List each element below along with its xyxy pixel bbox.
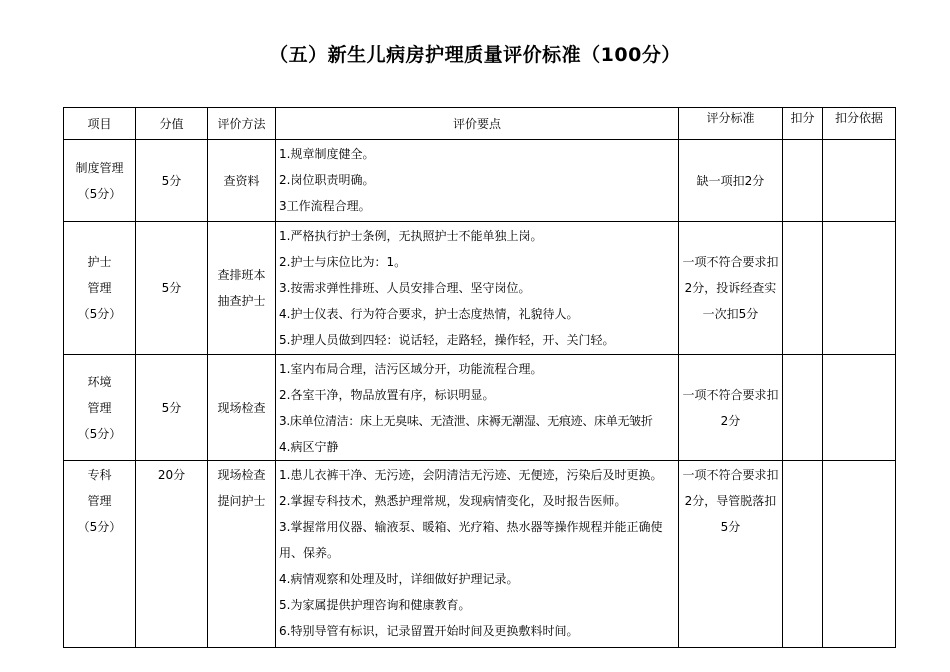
criteria-cell: 一项不符合要求扣 2分，投诉经查实 一次扣5分 [679,222,783,355]
basis-cell [823,222,896,355]
score-cell: 20分 [136,461,208,648]
item-cell: 环境 管理 （5分） [64,355,136,461]
score-cell: 5分 [136,140,208,222]
table-header-row [64,108,896,140]
basis-cell [823,355,896,461]
criteria-cell: 一项不符合要求扣 2分 [679,355,783,461]
points-cell: 1.严格执行护士条例，无执照护士不能单独上岗。 2.护士与床位比为：1。 3.按需求弹性排班、人员安排合理、坚守岗位。 4.护士仪表、行为符合要求，护士态度热情，礼貌待人。 5.护理人员做到四轻：说话轻，走路轻，操作轻，开、关门轻。 [276,222,679,355]
deduct-cell [783,355,823,461]
table-row [64,355,896,461]
item-cell: 专科 管理 （5分） [64,461,136,648]
header-deduct: 扣分 [783,108,823,140]
item-cell: 护士 管理 （5分） [64,222,136,355]
deduct-cell [783,140,823,222]
points-cell: 1.患儿衣裤干净、无污迹，会阴清洁无污迹、无便迹，污染后及时更换。 2.掌握专科技术，熟悉护理常规，发现病情变化，及时报告医师。 3.掌握常用仪器、输液泵、暖箱、光疗箱、热水器等操作规程并能正确使用、保养。 4.病情观察和处理及时，详细做好护理记录。 5.为家属提供护理咨询和健康教育。 6.特别导管有标识，记录留置开始时间及更换敷料时间。 [276,461,679,648]
header-points: 评价要点 [276,108,679,140]
table-row [64,140,896,222]
score-cell: 5分 [136,222,208,355]
header-item: 项目 [64,108,136,140]
method-cell: 现场检查 [208,355,276,461]
evaluation-table [63,107,896,648]
table-row [64,461,896,648]
header-method: 评价方法 [208,108,276,140]
criteria-cell: 一项不符合要求扣 2分，导管脱落扣 5分 [679,461,783,648]
deduct-cell [783,461,823,648]
table-row [64,222,896,355]
header-basis: 扣分依据 [823,108,896,140]
header-score: 分值 [136,108,208,140]
basis-cell [823,140,896,222]
score-cell: 5分 [136,355,208,461]
points-cell: 1.室内布局合理，洁污区域分开，功能流程合理。 2.各室干净，物品放置有序，标识明显。 3.床单位清洁：床上无臭味、无渣泄、床褥无潮湿、无痕迹、床单无皱折 4.病区宁静 [276,355,679,461]
method-cell: 现场检查 提问护士 [208,461,276,648]
points-cell: 1.规章制度健全。 2.岗位职责明确。 3工作流程合理。 [276,140,679,222]
method-cell: 查资料 [208,140,276,222]
header-criteria: 评分标准 [679,108,783,140]
deduct-cell [783,222,823,355]
item-cell: 制度管理 （5分） [64,140,136,222]
basis-cell [823,461,896,648]
page-title: （五）新生儿病房护理质量评价标准（100分） [269,44,681,66]
method-cell: 查排班本 抽查护士 [208,222,276,355]
criteria-cell: 缺一项扣2分 [679,140,783,222]
